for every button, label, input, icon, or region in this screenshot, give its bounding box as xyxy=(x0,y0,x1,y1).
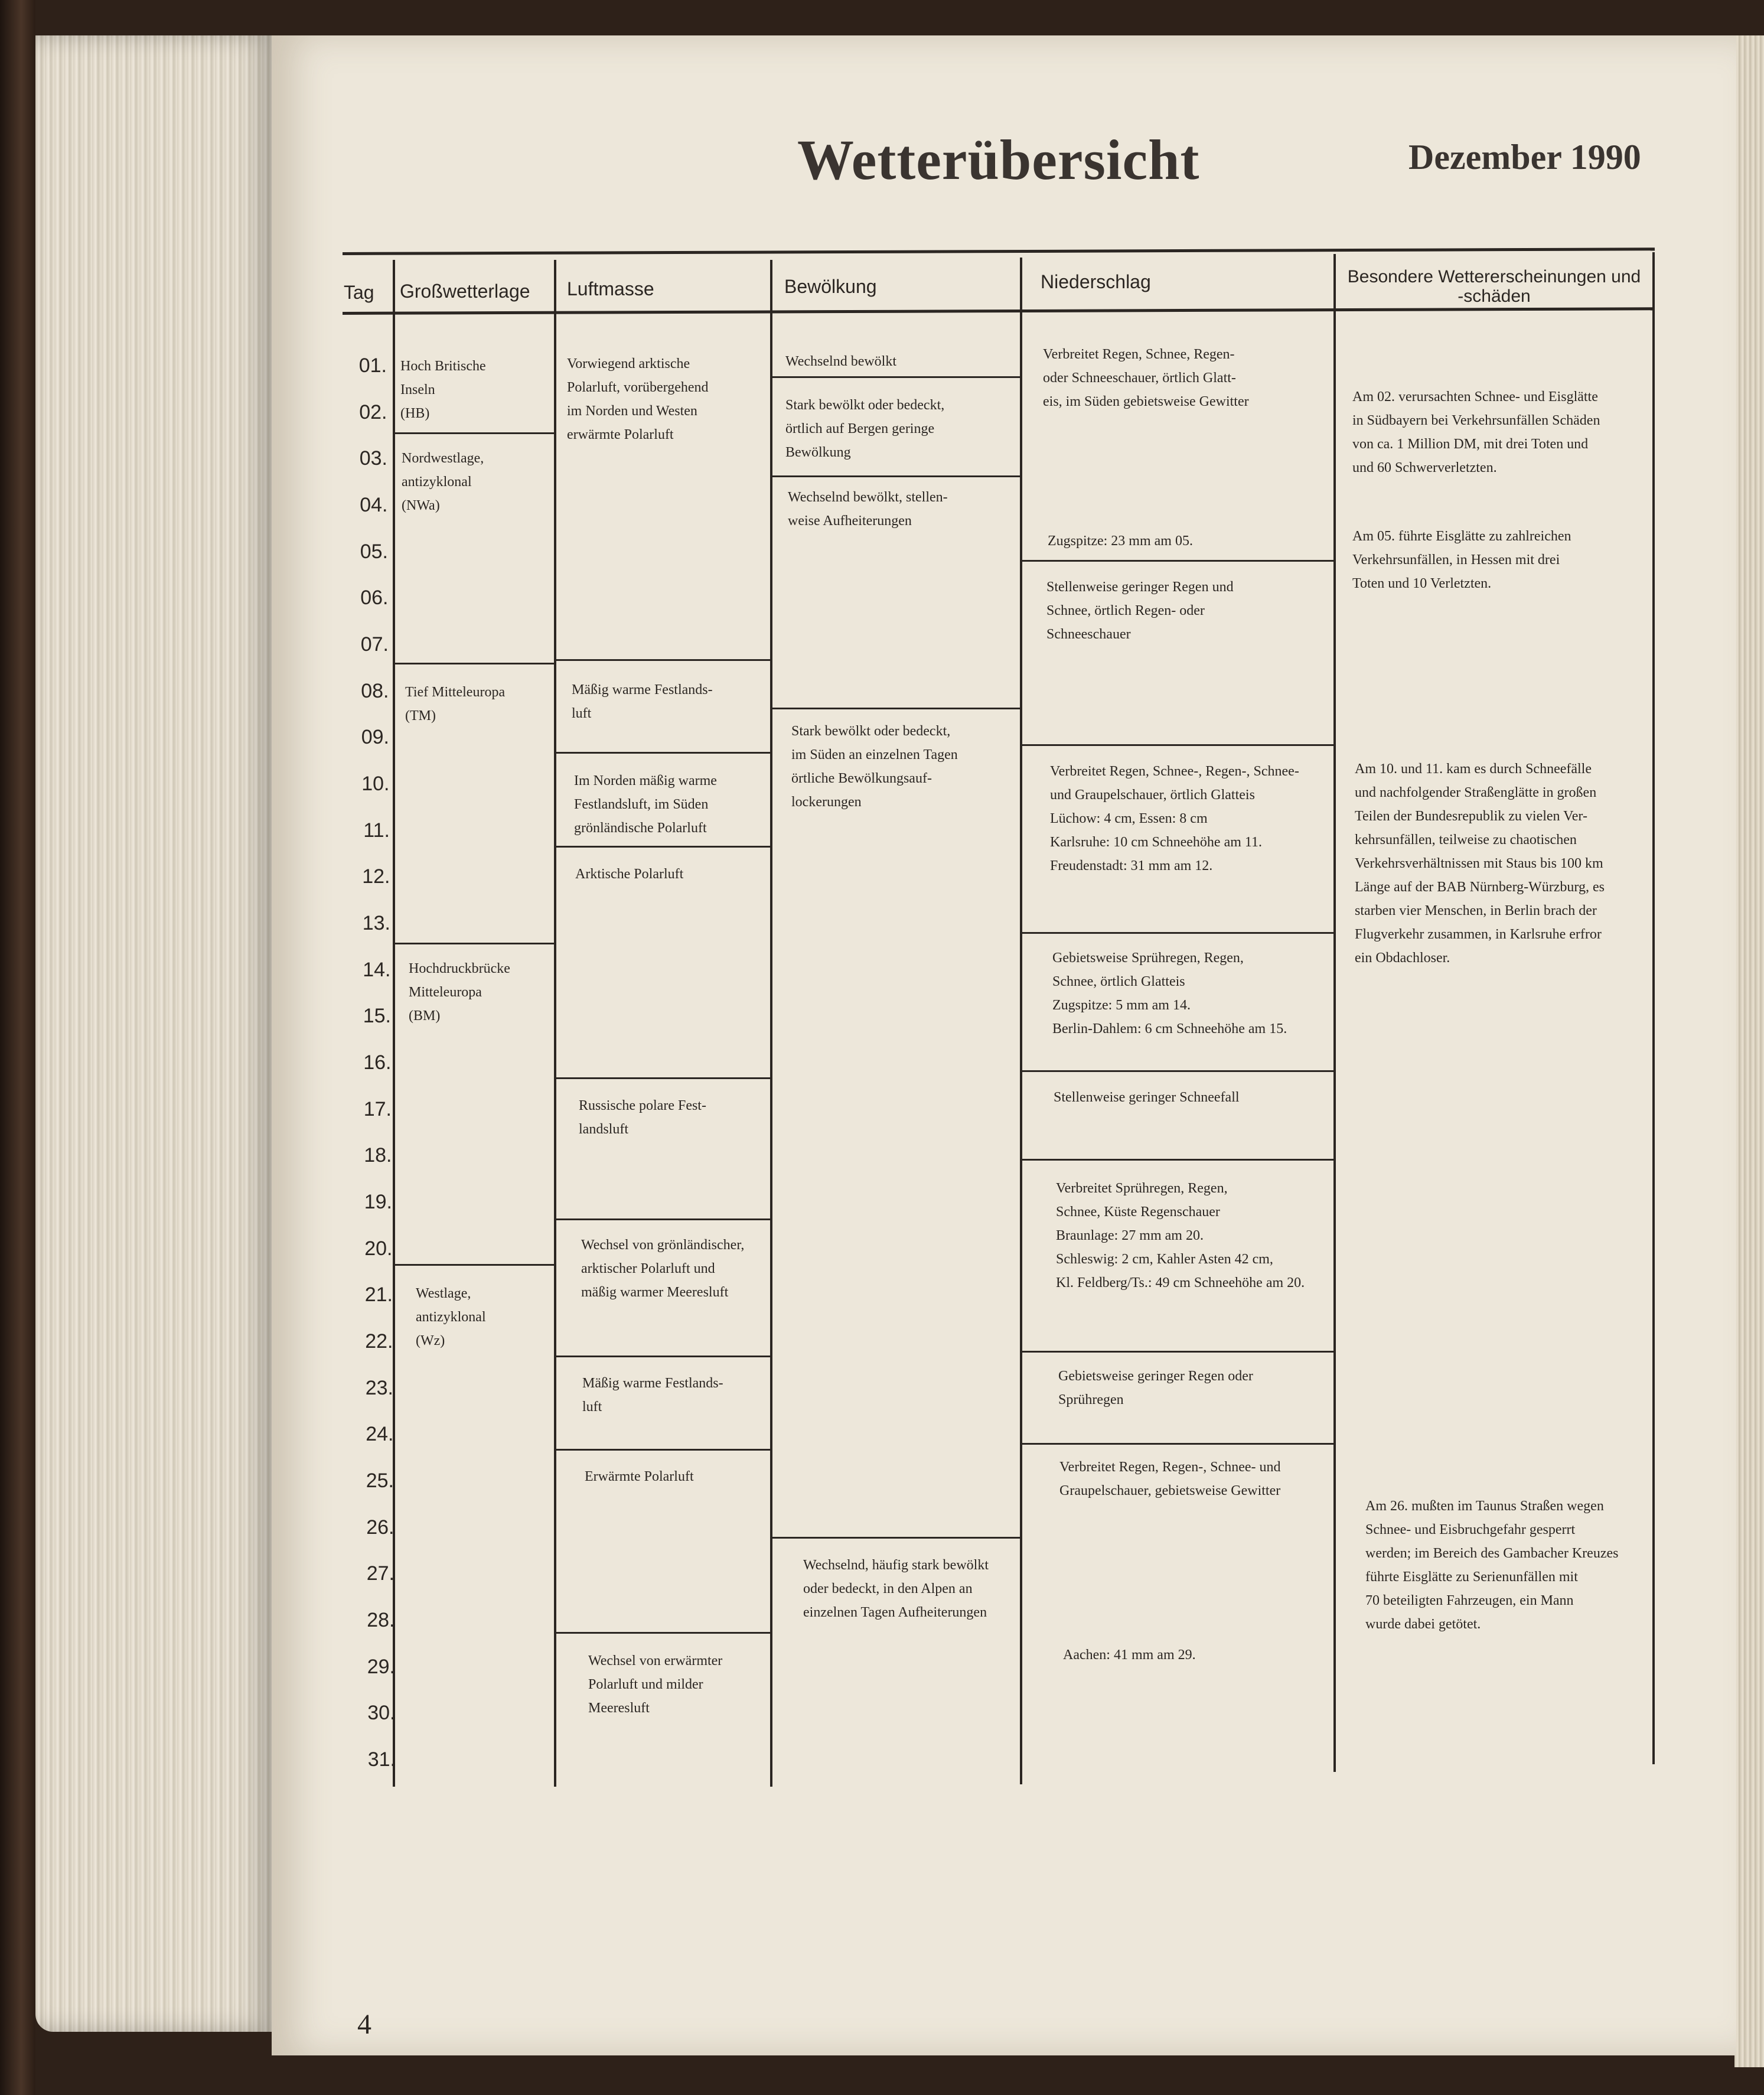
day-number: 03. xyxy=(359,447,387,470)
row-separator xyxy=(394,1264,555,1266)
luftmasse-cell: Erwärmte Polarluft xyxy=(585,1469,694,1484)
grosswetterlage-cell: Westlage, antizyklonal (Wz) xyxy=(416,1286,486,1348)
day-number: 21. xyxy=(364,1283,393,1306)
day-number: 09. xyxy=(361,726,389,749)
niederschlag-cell: Stellenweise geringer Regen und Schnee, örtlich Regen- oder Schneeschauer xyxy=(1046,579,1234,642)
niederschlag-cell: Verbreitet Regen, Schnee, Regen- oder Schneeschauer, örtlich Glatt- eis, im Süden gebietsweise Gewitter xyxy=(1043,347,1249,409)
day-number: 29. xyxy=(367,1655,395,1678)
header-bewoelkung: Bewölkung xyxy=(784,276,877,297)
day-number: 06. xyxy=(360,587,389,610)
page-title: Wetterübersicht xyxy=(797,128,1200,191)
grosswetterlage-cell: Tief Mitteleuropa (TM) xyxy=(405,685,506,724)
bewoelkung-cell: Stark bewölkt oder bedeckt, im Süden an einzelnen Tagen örtliche Bewölkungsauf- lockerungen xyxy=(791,724,958,810)
luftmasse-cell: Vorwiegend arktische Polarluft, vorübergehend im Norden und Westen erwärmte Polarluft xyxy=(567,356,709,442)
row-separator xyxy=(394,432,555,434)
column-divider xyxy=(770,260,772,1787)
column-divider xyxy=(554,260,556,1787)
column-divider xyxy=(1333,254,1336,1772)
day-number: 13. xyxy=(362,912,390,934)
day-number: 12. xyxy=(362,865,390,888)
bewoelkung-cell: Stark bewölkt oder bedeckt, örtlich auf Bergen geringe Bewölkung xyxy=(785,398,945,460)
besondere-cell: Am 26. mußten im Taunus Straßen wegen Schnee- und Eisbruchgefahr gesperrt werden; im Bereich des Gambacher Kreuzes führte Eisglätte zu Serienunfällen mit 70 beteiligten Fahrzeugen, ein Mann wurde dabei getötet. xyxy=(1365,1498,1619,1632)
page-stack-right xyxy=(1734,35,1764,2067)
day-number: 27. xyxy=(366,1562,394,1585)
besondere-cell: Am 05. führte Eisglätte zu zahlreichen Verkehrsunfällen, in Hessen mit drei Toten und 10 Verletzten. xyxy=(1352,529,1571,591)
row-separator xyxy=(1021,932,1335,934)
row-separator xyxy=(555,659,771,661)
header-niederschlag: Niederschlag xyxy=(1041,271,1151,292)
day-number: 22. xyxy=(365,1330,393,1353)
row-separator xyxy=(771,475,1021,477)
row-separator xyxy=(1021,744,1335,746)
grosswetterlage-cell: Hoch Britische Inseln (HB) xyxy=(400,359,486,421)
day-number: 14. xyxy=(363,958,391,981)
column-divider xyxy=(1652,252,1655,1764)
niederschlag-cell: Verbreitet Regen, Regen-, Schnee- und Graupelschauer, gebietsweise Gewitter xyxy=(1059,1459,1281,1498)
luftmasse-cell: Mäßig warme Festlands- luft xyxy=(572,682,713,721)
bewoelkung-cell: Wechselnd bewölkt, stellen- weise Aufheiterungen xyxy=(788,490,948,529)
row-separator xyxy=(555,1449,771,1451)
niederschlag-cell: Zugspitze: 23 mm am 05. xyxy=(1048,533,1193,549)
day-number: 15. xyxy=(363,1005,391,1028)
page-month: Dezember 1990 xyxy=(1408,138,1641,177)
bewoelkung-cell: Wechselnd bewölkt xyxy=(785,354,897,369)
day-number: 16. xyxy=(363,1051,392,1074)
page-number: 4 xyxy=(357,2009,371,2040)
luftmasse-cell: Russische polare Fest- landsluft xyxy=(579,1098,706,1137)
day-number: 10. xyxy=(361,773,390,795)
row-separator xyxy=(771,1537,1021,1539)
row-separator xyxy=(771,708,1021,709)
row-separator xyxy=(555,752,771,754)
niederschlag-cell: Verbreitet Sprühregen, Regen, Schnee, Küste Regenschauer Braunlage: 27 mm am 20. Schleswig: 2 cm, Kahler Asten 42 cm, Kl. Feldberg/Ts.: 49 cm Schneehöhe am 20. xyxy=(1056,1181,1305,1291)
header-luftmasse: Luftmasse xyxy=(567,278,654,299)
luftmasse-cell: Arktische Polarluft xyxy=(575,866,684,882)
row-separator xyxy=(1021,1351,1335,1353)
row-separator xyxy=(394,663,555,664)
luftmasse-cell: Wechsel von erwärmter Polarluft und milder Meeresluft xyxy=(588,1653,723,1716)
book-spine-edge xyxy=(0,0,35,2095)
column-divider xyxy=(393,260,395,1787)
day-number: 25. xyxy=(366,1470,394,1492)
day-number: 17. xyxy=(363,1097,392,1120)
day-number: 19. xyxy=(364,1191,392,1213)
day-number: 28. xyxy=(367,1609,395,1631)
column-divider xyxy=(1020,258,1022,1784)
row-separator xyxy=(555,1218,771,1220)
day-number: 18. xyxy=(364,1144,392,1167)
day-number: 04. xyxy=(360,494,388,516)
besondere-cell: Am 10. und 11. kam es durch Schneefälle und nachfolgender Straßenglätte in großen Teilen der Bundesrepublik zu vielen Ver- kehrsunfällen, teilweise zu chaotischen Verkehrsverhältnissen mit Staus bis 100 km Länge auf der BAB Nürnberg-Würzburg, es starben vier Menschen, in Berlin brach der Flugverkehr zusammen, in Karlsruhe erfror ein Obdachloser. xyxy=(1355,761,1605,966)
row-separator xyxy=(555,1077,771,1079)
day-number: 07. xyxy=(360,633,389,656)
row-separator xyxy=(394,943,555,944)
besondere-cell: Am 02. verursachten Schnee- und Eisglätte in Südbayern bei Verkehrsunfällen Schäden von ca. 1 Million DM, mit drei Toten und und 60 Schwerverletzten. xyxy=(1352,389,1600,475)
row-separator xyxy=(1021,1443,1335,1445)
header-besondere: Besondere Wettererscheinungen und -schäden xyxy=(1347,267,1641,306)
day-number: 30. xyxy=(367,1702,396,1725)
grosswetterlage-cell: Nordwestlage, antizyklonal (NWa) xyxy=(402,451,484,513)
day-number: 01. xyxy=(358,354,387,377)
row-separator xyxy=(1021,1159,1335,1161)
luftmasse-cell: Im Norden mäßig warme Festlandsluft, im Süden grönländische Polarluft xyxy=(574,773,717,836)
niederschlag-cell: Stellenweise geringer Schneefall xyxy=(1054,1090,1240,1105)
day-number: 11. xyxy=(363,819,390,842)
header-grosswetterlage: Großwetterlage xyxy=(400,281,530,302)
day-number: 08. xyxy=(361,679,389,702)
row-separator xyxy=(1021,1070,1335,1072)
day-number: 31. xyxy=(367,1748,396,1771)
bewoelkung-cell: Wechselnd, häufig stark bewölkt oder bedeckt, in den Alpen an einzelnen Tagen Aufheiterungen xyxy=(803,1558,989,1620)
grosswetterlage-cell: Hochdruckbrücke Mitteleuropa (BM) xyxy=(409,961,510,1024)
row-separator xyxy=(555,1356,771,1357)
day-number: 23. xyxy=(365,1376,393,1399)
day-number: 26. xyxy=(366,1516,394,1539)
day-number: 24. xyxy=(366,1423,394,1446)
header-tag: Tag xyxy=(344,282,374,303)
day-number: 20. xyxy=(364,1237,393,1260)
niederschlag-cell: Verbreitet Regen, Schnee-, Regen-, Schnee- und Graupelschauer, örtlich Glatteis Lüchow: 4 cm, Essen: 8 cm Karlsruhe: 10 cm Schneehöhe am 11. Freudenstadt: 31 mm am 12. xyxy=(1050,764,1299,874)
row-separator xyxy=(555,846,771,848)
page-stack-left xyxy=(35,35,272,2032)
row-separator xyxy=(555,1632,771,1634)
row-separator xyxy=(1021,560,1335,562)
niederschlag-cell: Aachen: 41 mm am 29. xyxy=(1063,1647,1196,1663)
luftmasse-cell: Mäßig warme Festlands- luft xyxy=(582,1376,723,1415)
row-separator xyxy=(771,376,1021,378)
day-number: 05. xyxy=(360,540,388,563)
day-number: 02. xyxy=(359,400,387,423)
niederschlag-cell: Gebietsweise geringer Regen oder Sprühregen xyxy=(1058,1369,1253,1407)
luftmasse-cell: Wechsel von grönländischer, arktischer Polarluft und mäßig warmer Meeresluft xyxy=(581,1237,745,1300)
page xyxy=(272,35,1736,2055)
niederschlag-cell: Gebietsweise Sprühregen, Regen, Schnee, örtlich Glatteis Zugspitze: 5 mm am 14. Berlin-Dahlem: 6 cm Schneehöhe am 15. xyxy=(1052,950,1287,1037)
